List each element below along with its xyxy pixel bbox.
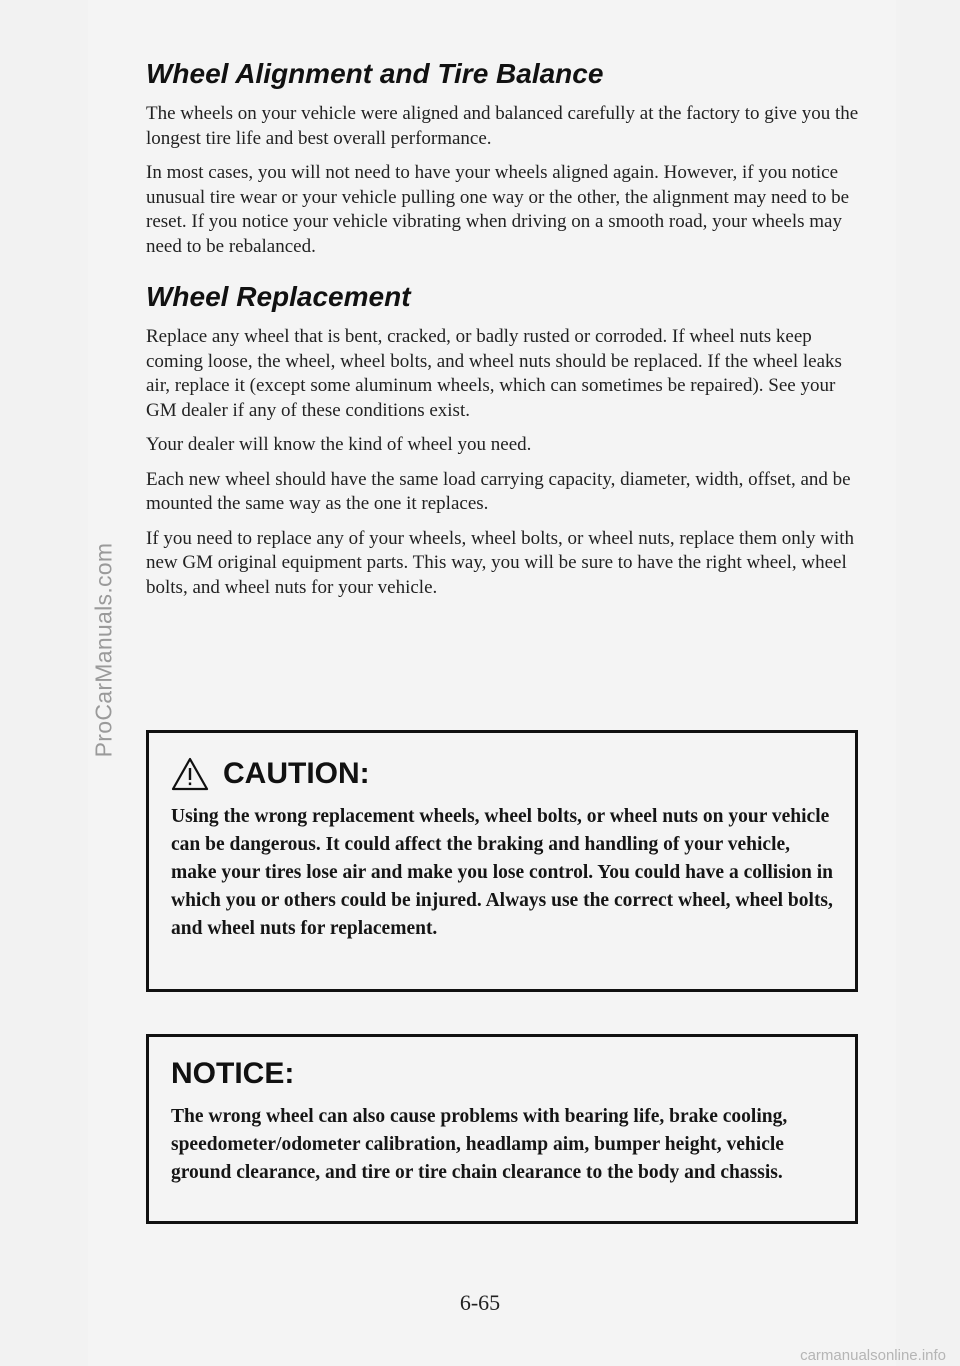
alignment-paragraph-1: The wheels on your vehicle were aligned and balanced carefully at the factory to give you the longest tire life and best overall performance.: [146, 103, 859, 149]
warning-triangle-icon: [171, 757, 209, 791]
side-watermark: ProCarManuals.com: [90, 542, 117, 758]
replacement-paragraph-4: If you need to replace any of your wheels, wheel bolts, or wheel nuts, replace them only with new GM original equipment parts. This way, you will be sure to have the right wheel, wheel bolts, and wheel nuts for your vehicle.: [146, 527, 855, 598]
replacement-paragraph-2: Your dealer will know the kind of wheel you need.: [146, 434, 532, 455]
caution-box: [146, 730, 858, 992]
alignment-paragraph-2: In most cases, you will not need to have your wheels aligned again. However, if you notice unusual tire wear or your vehicle pulling one way or the other, the alignment may need to be reset. If you notice your vehicle vibrating when driving on a smooth road, your wheels may need to be rebalanced.: [146, 162, 850, 257]
notice-heading: NOTICE:: [171, 1057, 295, 1090]
page-number: 6-65: [459, 1290, 501, 1315]
replacement-paragraph-1: Replace any wheel that is bent, cracked, or badly rusted or corroded. If wheel nuts keep coming loose, the wheel, wheel bolts, and wheel nuts should be replaced. If the wheel leaks air, replace it (except some aluminum wheels, which can sometimes be repaired). See your GM dealer if any of these conditions exist.: [146, 326, 842, 421]
caution-text: Using the wrong replacement wheels, wheel bolts, or wheel nuts on your vehicle can be dangerous. It could affect the braking and handling of your vehicle, make your tires lose air and make you lose control. You could have a collision in which you or others could be injured. Always use the correct wheel, wheel bolts, and wheel nuts for replacement.: [171, 806, 833, 939]
replacement-heading: Wheel Replacement: [146, 281, 411, 312]
notice-text: The wrong wheel can also cause problems with bearing life, brake cooling, speedometer/odometer calibration, headlamp aim, bumper height, vehicle ground clearance, and tire or tire chain clearance to the body and chassis.: [171, 1106, 788, 1183]
notice-box: [146, 1034, 858, 1224]
alignment-heading: Wheel Alignment and Tire Balance: [146, 58, 604, 89]
replacement-paragraph-3: Each new wheel should have the same load carrying capacity, diameter, width, offset, and be mounted the same way as the one it replaces.: [146, 468, 851, 514]
caution-title: CAUTION:: [223, 757, 370, 790]
caution-heading: [171, 757, 835, 791]
page-content: [146, 58, 866, 610]
bottom-watermark: carmanualsonline.info: [800, 1347, 946, 1364]
